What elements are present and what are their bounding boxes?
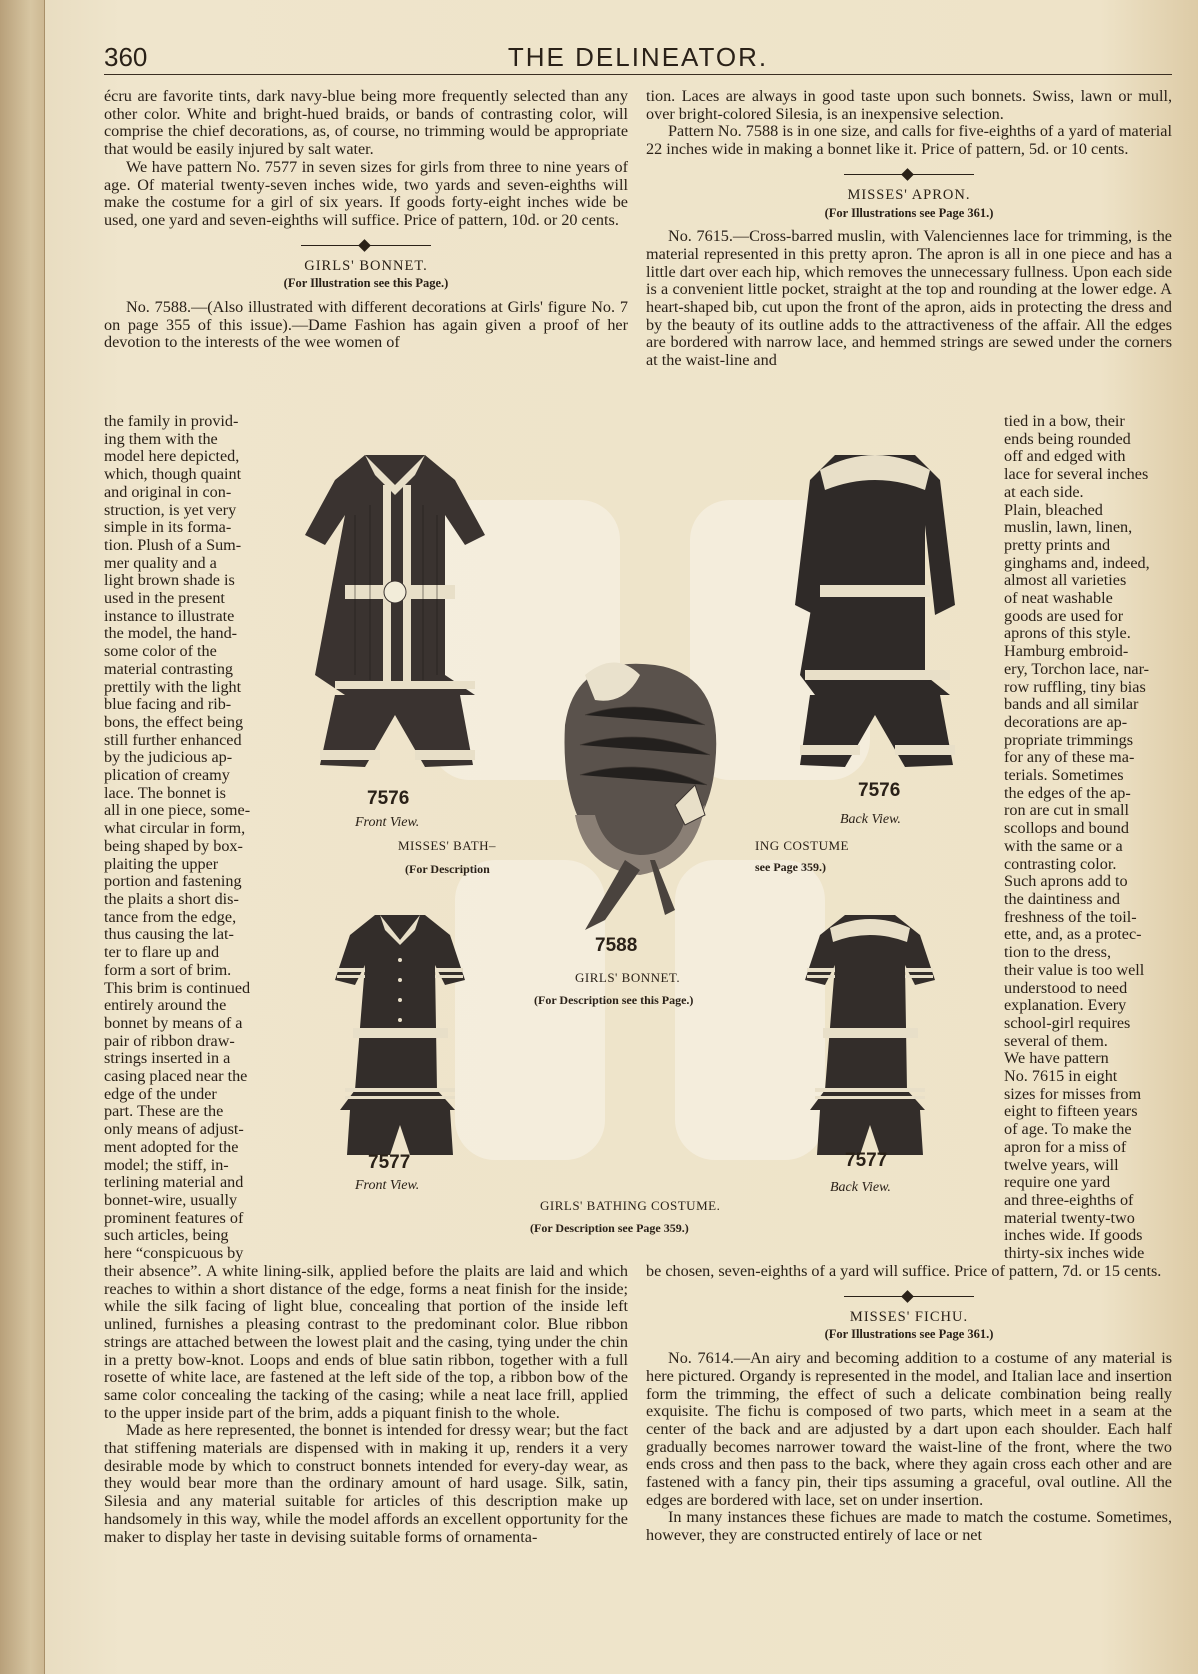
right-paragraph-2: Pattern No. 7588 is in one size, and calls for five-eighths of a yard of material 22 inches wide in making a bonnet like it. Price of pattern, 5d. or 10 cents. <box>646 122 1172 159</box>
view-label: Front View. <box>355 815 420 830</box>
figure-number: 7577 <box>368 1152 411 1173</box>
intro-paragraph-1: écru are favorite tints, dark navy-blue being more frequently selected than any other color. White and bright-hued braids, or bands of contrasting color, will comprise the chief decorations, as, of course, no trimming would be appropriate that would be easily injured by salt water. <box>104 87 628 159</box>
text-line: and original in con- <box>104 482 232 501</box>
bonnet-paragraph-usage: Made as here represented, the bonnet is intended for dressy wear; but the fact that stiffening materials are dispensed with in making it up, renders it a very desirable mode by which to construct bonnets intended for every-day wear, as they would bear more than the ordinary amount of hard usage. Silk, satin, Silesia and any material suitable for articles of this description make up handsomely in this way, while the model affords an excellent opportunity for the maker to display her taste in devising suitable forms of ornamenta- <box>104 1421 628 1546</box>
fichu-heading: MISSES' FICHU. <box>849 1308 969 1325</box>
text-line: tied in a bow, their <box>1004 412 1125 430</box>
text-line: such articles, being <box>104 1226 229 1245</box>
text-line: still further enhanced <box>104 730 242 749</box>
bonnet-caption-sub: (For Description see this Page.) <box>534 993 694 1007</box>
text-line: goods are used for <box>1004 606 1124 625</box>
text-line: thirty-six inches wide <box>1004 1244 1145 1263</box>
text-line: almost all varieties <box>1004 571 1127 590</box>
text-line: thus causing the lat- <box>104 925 234 944</box>
text-line: ery, Torchon lace, nar- <box>1004 659 1150 678</box>
right-paragraph-1: tion. Laces are always in good taste upon such bonnets. Swiss, lawn or mull, over bright-colored Silesia, is an inexpensive selection. <box>646 87 1172 123</box>
section-ornament <box>301 240 431 252</box>
text-line: blue facing and rib- <box>104 695 232 714</box>
masthead: THE DELINEATOR. <box>507 42 769 72</box>
text-line: lace. The bonnet is <box>104 783 226 802</box>
text-line: Such aprons add to <box>1004 872 1128 891</box>
text-line: off and edged with <box>1004 447 1126 466</box>
text-line: the family in provid- <box>104 412 239 430</box>
text-line: for any of these ma- <box>1004 748 1135 767</box>
text-line: the plaits a short dis- <box>104 889 239 908</box>
text-line: only means of adjust- <box>104 1120 244 1139</box>
text-line: all in one piece, some- <box>104 801 251 820</box>
text-line: ment adopted for the <box>104 1137 239 1156</box>
text-line: by the judicious ap- <box>104 748 233 767</box>
section-ornament <box>844 169 974 181</box>
bonnet-paragraph-cont: their absence”. A white lining-silk, applied before the plaits are laid and which reaches to within a short distance of the edge, forms a neat finish for the inside; while the silk facing of light blue, concealing that portion of the inside left unlined, furnishes a pleasing contrast to the predominant color. Blue ribbon strings are attached between the lowest plait and the casing, tying under the chin in a pretty bow-knot. Loops and ends of blue satin ribbon, together with a full rosette of white lace, are fastened at the left side of the top, a ribbon bow of the same color concealing the tacking of the casing; while a neat lace frill, applied to the upper inside part of the brim, adds a piquant finish to the whole. <box>104 1262 628 1422</box>
text-line: being shaped by box- <box>104 836 243 855</box>
text-line: at each side. <box>1004 482 1084 501</box>
text-line: ette, and, as a protec- <box>1004 925 1142 944</box>
right-column-bottom <box>646 1263 1172 1545</box>
left-column-top <box>104 88 628 352</box>
text-line: here “conspicuous by <box>104 1244 244 1263</box>
text-line: lace for several inches <box>1004 465 1149 484</box>
text-line: We have pattern <box>1004 1049 1109 1068</box>
bathing-caption-sub-left: (For Description <box>405 862 490 876</box>
text-line: Plain, bleached <box>1004 500 1103 519</box>
bonnet-subheading: (For Illustration see this Page.) <box>283 276 449 291</box>
text-line: twelve years, will <box>1004 1155 1119 1174</box>
text-line: of age. To make the <box>1004 1120 1132 1139</box>
page-header <box>104 40 1172 75</box>
girls-bathing-7577-back-illustration <box>795 910 945 1160</box>
text-line: school-girl requires <box>1004 1013 1131 1032</box>
text-line: pair of ribbon draw- <box>104 1031 235 1050</box>
text-line: understood to need <box>1004 978 1128 997</box>
page-number: 360 <box>104 42 148 72</box>
text-line: entirely around the <box>104 996 227 1015</box>
text-line: pretty prints and <box>1004 535 1111 554</box>
text-line: prominent features of <box>104 1208 244 1227</box>
girls-bathing-caption-sub: (For Description see Page 359.) <box>530 1221 689 1235</box>
text-line: part. These are the <box>104 1102 224 1121</box>
girls-bonnet-7588-illustration <box>545 655 735 935</box>
text-line: terlining material and <box>104 1173 244 1192</box>
text-line: No. 7615 in eight <box>1004 1067 1118 1086</box>
right-narrow-column <box>1004 413 1172 1263</box>
left-narrow-column <box>104 413 268 1263</box>
text-line: propriate trimmings <box>1004 730 1134 749</box>
text-line: model here depicted, <box>104 447 240 466</box>
text-line: edge of the under <box>104 1084 217 1103</box>
binding-spine <box>0 0 45 1674</box>
text-line: and three-eighths of <box>1004 1190 1134 1209</box>
text-line: mer quality and a <box>104 553 217 572</box>
figure-number: 7576 <box>367 788 410 809</box>
text-line: used in the present <box>104 589 225 608</box>
bonnet-heading: GIRLS' BONNET. <box>304 257 428 274</box>
text-line: plaiting the upper <box>104 854 219 873</box>
text-line: require one yard <box>1004 1173 1111 1192</box>
fichu-paragraph-1: No. 7614.—An airy and becoming addition to a costume of any material is here pictured. Organdy is represented in the model, and Italian lace and insertion form the trimming, the effect of such a delicate combination being really exquisite. The fichu is composed of two parts, which meet in a seam at the center of the back and are adjusted by a dart upon each shoulder. Each half gradually becomes narrower toward the waist-line of the front, where the two ends cross and then pass to the back, where they again cross each other and are fastened with a fancy pin, their tips assuming a graceful, oval outline. All the edges are bordered with lace, set on under insertion. <box>646 1349 1172 1509</box>
text-line: which, though quaint <box>104 465 242 484</box>
text-line: simple in its forma- <box>104 518 232 537</box>
bathing-caption-sub-right: see Page 359.) <box>755 860 826 874</box>
bathing-caption-right: ING COSTUME <box>755 838 849 853</box>
apron-end-paragraph: be chosen, seven-eighths of a yard will suffice. Price of pattern, 7d. or 15 cents. <box>646 1262 1162 1280</box>
left-column-bottom <box>104 1263 628 1546</box>
text-line: what circular in form, <box>104 819 246 838</box>
text-line: bonnet by means of a <box>104 1013 243 1032</box>
text-line: form a sort of brim. <box>104 960 232 979</box>
view-label: Front View. <box>355 1178 420 1193</box>
text-line: contrasting color. <box>1004 854 1117 873</box>
bonnet-caption: GIRLS' BONNET. <box>575 970 681 985</box>
bathing-costume-7576-back-illustration <box>775 445 975 785</box>
text-line: the daintiness and <box>1004 889 1120 908</box>
fichu-paragraph-2: In many instances these fichues are made to match the costume. Sometimes, however, they are constructed entirely of lace or net <box>646 1508 1172 1545</box>
figure-number: 7577 <box>845 1150 888 1171</box>
text-line: strings inserted in a <box>104 1049 231 1068</box>
text-line: tion to the dress, <box>1004 943 1112 962</box>
view-label: Back View. <box>840 812 901 827</box>
text-line: struction, is yet very <box>104 500 237 519</box>
fichu-subheading: (For Illustrations see Page 361.) <box>824 1327 994 1342</box>
text-line: terials. Sometimes <box>1004 766 1124 785</box>
text-line: several of them. <box>1004 1031 1108 1050</box>
text-line: with the same or a <box>1004 836 1123 855</box>
text-line: plication of creamy <box>104 766 230 785</box>
text-line: prettily with the light <box>104 677 242 696</box>
text-line: portion and fastening <box>104 872 242 891</box>
text-line: casing placed near the <box>104 1067 248 1086</box>
text-line: ter to flare up and <box>104 943 220 962</box>
text-line: the model, the hand- <box>104 624 238 643</box>
text-line: eight to fifteen years <box>1004 1102 1138 1121</box>
text-line: ginghams and, indeed, <box>1004 553 1150 572</box>
text-line: bons, the effect being <box>104 712 244 731</box>
view-label: Back View. <box>830 1180 891 1195</box>
text-line: row ruffling, tiny bias <box>1004 677 1146 696</box>
girls-bathing-caption: GIRLS' BATHING COSTUME. <box>540 1198 721 1213</box>
text-line: ends being rounded <box>1004 429 1131 448</box>
apron-subheading: (For Illustrations see Page 361.) <box>824 205 994 220</box>
text-line: ing them with the <box>104 429 218 448</box>
text-line: freshness of the toil- <box>1004 907 1137 926</box>
bathing-caption-left: MISSES' BATH– <box>398 838 497 853</box>
text-line: some color of the <box>104 642 217 661</box>
text-line: explanation. Every <box>1004 996 1127 1015</box>
text-line: the edges of the ap- <box>1004 783 1131 802</box>
bathing-costume-7576-front-illustration <box>295 445 495 785</box>
right-column-top <box>646 88 1172 370</box>
intro-paragraph-2: We have pattern No. 7577 in seven sizes for girls from three to nine years of age. Of material twenty-seven inches wide, two yards and seven-eighths will make the costume for a girl of six years. If goods forty-eight inches wide be used, one yard and seven-eighths will suffice. Price of pattern, 10d. or 20 cents. <box>104 157 628 229</box>
girls-bathing-7577-front-illustration <box>325 910 475 1160</box>
text-line: material contrasting <box>104 659 234 678</box>
text-line: tion. Plush of a Sum- <box>104 535 242 554</box>
text-line: muslin, lawn, linen, <box>1004 518 1133 537</box>
text-line: decorations are ap- <box>1004 712 1128 731</box>
figure-number: 7588 <box>595 935 638 956</box>
text-line: material twenty-two <box>1004 1208 1135 1227</box>
text-line: inches wide. If goods <box>1004 1226 1143 1245</box>
text-line: instance to illustrate <box>104 606 235 625</box>
text-line: tance from the edge, <box>104 907 237 926</box>
text-line: Hamburg embroid- <box>1004 642 1129 661</box>
text-line: model; the stiff, in- <box>104 1155 229 1174</box>
bonnet-lead-paragraph: No. 7588.—(Also illustrated with different decorations at Girls' figure No. 7 on page 355 of this issue).—Dame Fashion has again given a proof of her devotion to the interests of the wee women of <box>104 298 628 352</box>
text-line: bonnet-wire, usually <box>104 1190 238 1209</box>
text-line: This brim is continued <box>104 978 251 997</box>
text-line: of neat washable <box>1004 589 1113 608</box>
section-ornament <box>844 1291 974 1303</box>
text-line: their value is too well <box>1004 960 1145 979</box>
text-line: light brown shade is <box>104 571 235 590</box>
text-line: aprons of this style. <box>1004 624 1131 643</box>
text-line: scollops and bound <box>1004 819 1129 838</box>
text-line: apron for a miss of <box>1004 1137 1127 1156</box>
text-line: sizes for misses from <box>1004 1084 1142 1103</box>
text-line: bands and all similar <box>1004 695 1139 714</box>
text-line: ron are cut in small <box>1004 801 1129 820</box>
apron-heading: MISSES' APRON. <box>847 186 971 203</box>
apron-paragraph: No. 7615.—Cross-barred muslin, with Valenciennes lace for trimming, is the material represented in this pretty apron. The apron is all in one piece and has a little dart over each hip, which removes the unnecessary fullness. Upon each side is a convenient little pocket, straight at the top and rounding at the lower edge. A heart-shaped bib, cut upon the front of the apron, aids in protecting the dress and by the beauty of its outline adds to the attractiveness of the affair. All the edges are bordered with narrow lace, and hemmed strings are sewed under the corners at the waist-line and <box>646 227 1172 370</box>
figure-number: 7576 <box>858 780 901 801</box>
